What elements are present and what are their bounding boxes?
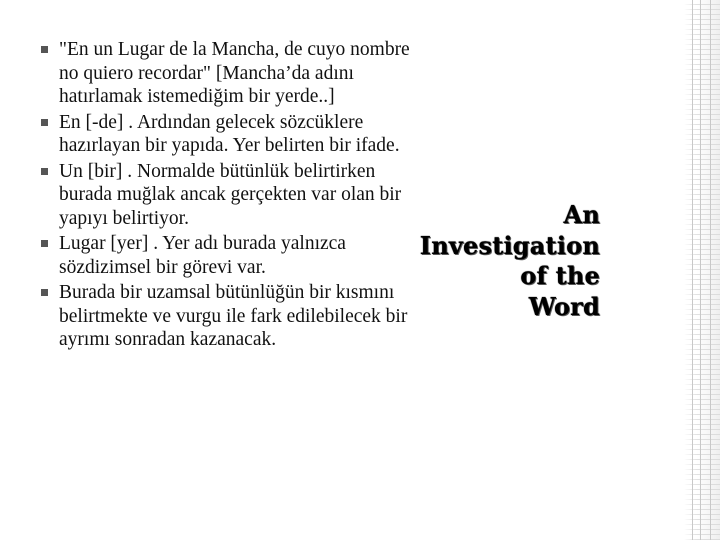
title-line: Investigation [419, 230, 600, 260]
edge-line [710, 0, 711, 540]
square-bullet-icon [41, 289, 48, 296]
square-bullet-icon [41, 119, 48, 126]
title-line: Word [528, 291, 600, 321]
square-bullet-icon [41, 168, 48, 175]
bullet-text: "En un Lugar de la Mancha, de cuyo nombre no quiero recordar" [Mancha’da adını hatırlamak istemediğim bir yerde..] [59, 39, 410, 107]
bullet-item [38, 111, 418, 158]
bullet-text: Burada bir uzamsal bütünlüğün bir kısmını belirtmekte ve vurgu ile fark edilebilecek bir ayrımı sonradan kazanacak. [59, 282, 408, 350]
edge-line [700, 0, 701, 540]
title-line: of the [520, 261, 600, 290]
slide-title [420, 200, 600, 322]
bullet-item [38, 281, 418, 352]
bullet-item [38, 160, 418, 231]
bullet-item [38, 232, 418, 279]
bullet-text: Un [bir] . Normalde bütünlük belirtirken burada muğlak ancak gerçekten var olan bir yapıyı belirtiyor. [59, 160, 402, 229]
edge-line [692, 0, 693, 540]
bullet-text: En [-de] . Ardından gelecek sözcüklere hazırlayan bir yapıda. Yer belirten bir ifade. [59, 111, 400, 156]
bullet-text: Lugar [yer] . Yer adı burada yalnızca sözdizimsel bir görevi var. [59, 233, 346, 278]
title-line: An [563, 200, 600, 229]
decorative-edge [684, 0, 720, 540]
bullet-list [38, 38, 418, 354]
square-bullet-icon [41, 46, 48, 53]
square-bullet-icon [41, 240, 48, 247]
bullet-item [38, 38, 418, 109]
